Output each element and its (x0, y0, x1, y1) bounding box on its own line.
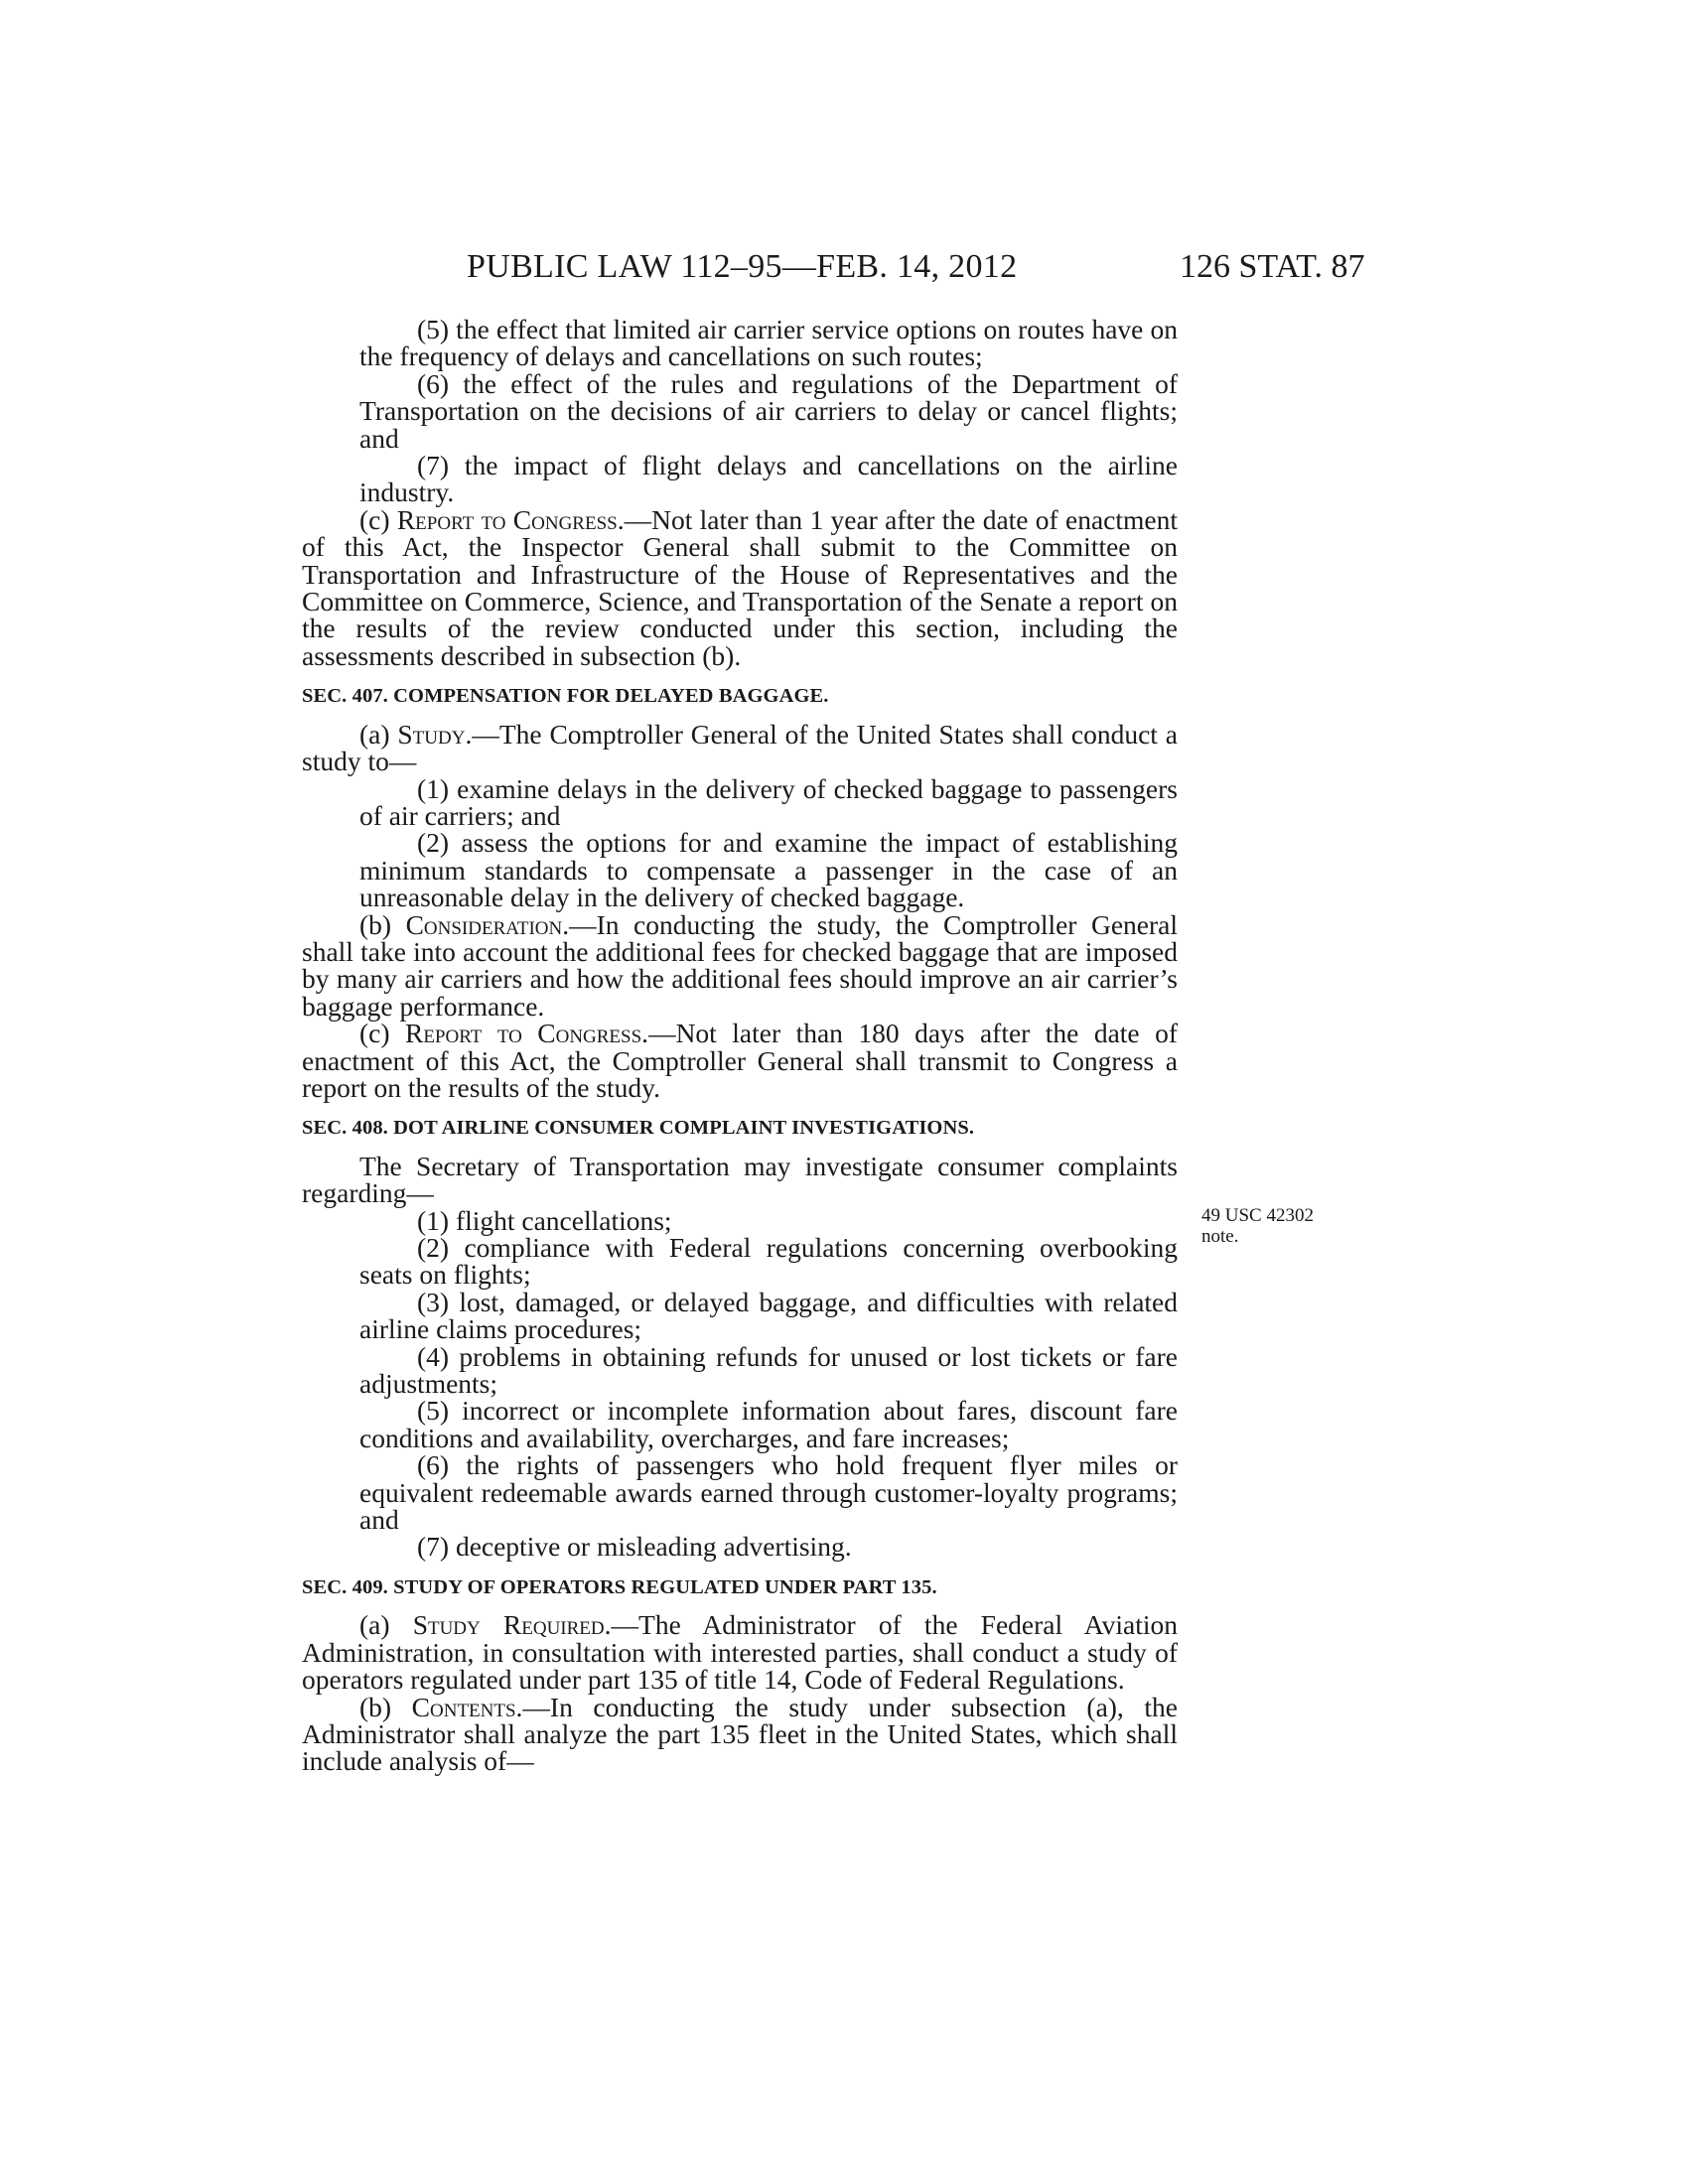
subsection-heading: Study Required. (412, 1609, 612, 1641)
subsection-text: —Not later than 180 days after the date of enactment of this Act, the Comptroller General shall transmit to Congress a report on the results of the study. (302, 1018, 1178, 1103)
subsection-text: —In conducting the study, the Comptroller General shall take into account the additional fees for checked baggage that are imposed by many air carriers and how the additional fees should improve an air carrier’s baggage performance. (302, 908, 1178, 1022)
margin-note (1201, 1205, 1314, 1247)
subsection-label: (a) (359, 1609, 413, 1641)
subsection-label: (a) (359, 718, 398, 750)
list-item: (5) incorrect or incomplete information about fares, discount fare conditions and availability, overcharges, and fare increases; (359, 1395, 1178, 1453)
section-heading: SEC. 408. DOT AIRLINE CONSUMER COMPLAINT INVESTIGATIONS. (302, 1117, 975, 1140)
subsection-c (302, 1020, 1178, 1101)
list-item: (6) the rights of passengers who hold frequent flyer miles or equivalent redeemable awards earned through customer-loyalty programs; and (359, 1449, 1178, 1536)
margin-note-line: 49 USC 42302 (1201, 1205, 1314, 1226)
subsection-a (302, 1609, 1178, 1696)
list-item: (5) the effect that limited air carrier service options on routes have on the frequency of delays and cancellations on such routes; (359, 314, 1178, 372)
subsection-label: (c) (359, 1018, 405, 1049)
subsection-text: —In conducting the study under subsection (a), the Administrator shall analyze the part 135 fleet in the United States, which shall include analysis of— (302, 1691, 1178, 1777)
page-number: 126 STAT. 87 (1180, 248, 1365, 285)
subsection-heading: Contents. (411, 1691, 523, 1722)
subsection-heading: Report to Congress. (404, 1018, 649, 1049)
subsection-text: —Not later than 1 year after the date of enactment of this Act, the Inspector General shall submit to the Committee on Transportation and Infrastructure of the House of Representatives and the Committee on Commerce, Science, and Transportation of the Senate a report on the results of the review conducted under this section, including the assessments described in subsection (b). (302, 503, 1178, 671)
list-item: (2) assess the options for and examine the impact of establishing minimum standards to compensate a passenger in the case of an unreasonable delay in the delivery of checked baggage. (359, 827, 1178, 913)
list-item: (7) the impact of flight delays and cancellations on the airline industry. (359, 450, 1178, 508)
subsection-heading: Study. (397, 718, 473, 750)
margin-note-line: note. (1201, 1226, 1239, 1247)
subsection-label: (c) (359, 503, 397, 535)
subsection-text: —The Administrator of the Federal Aviation Administration, in consultation with interested parties, shall conduct a study of operators regulated under part 135 of title 14, Code of Federal Regulations. (302, 1609, 1178, 1696)
subsection-b (302, 908, 1178, 1022)
list-item: (3) lost, damaged, or delayed baggage, and difficulties with related airline claims procedures; (359, 1286, 1178, 1345)
section-heading: SEC. 407. COMPENSATION FOR DELAYED BAGGAGE. (302, 685, 829, 708)
list-item: (4) problems in obtaining refunds for unused or lost tickets or fare adjustments; (359, 1340, 1178, 1400)
subsection-label: (b) (359, 1691, 412, 1722)
list-item: (7) deceptive or misleading advertising. (417, 1531, 852, 1563)
subsection-heading: Consideration. (405, 908, 570, 940)
list-item: (2) compliance with Federal regulations concerning overbooking seats on flights; (359, 1232, 1178, 1291)
subsection-c (302, 503, 1178, 671)
document-body (302, 316, 1178, 1775)
section-heading: SEC. 409. STUDY OF OPERATORS REGULATED UNDER PART 135. (302, 1575, 937, 1598)
subsection-b (302, 1691, 1178, 1777)
subsection-heading: Report to Congress. (396, 503, 625, 535)
list-item: (1) flight cancellations; (417, 1204, 672, 1236)
list-item: (1) examine delays in the delivery of checked baggage to passengers of air carriers; and (359, 772, 1178, 831)
subsection-text: —The Comptroller General of the United States shall conduct a study to— (302, 718, 1178, 777)
subsection-label: (b) (359, 908, 406, 940)
list-item: (6) the effect of the rules and regulations of the Department of Transportation on the decisions of air carriers to delay or cancel flights; and (359, 367, 1178, 454)
section-intro: The Secretary of Transportation may investigate consumer complaints regarding— (302, 1150, 1178, 1209)
running-header: PUBLIC LAW 112–95—FEB. 14, 2012 (467, 248, 1018, 285)
subsection-a (302, 718, 1178, 777)
